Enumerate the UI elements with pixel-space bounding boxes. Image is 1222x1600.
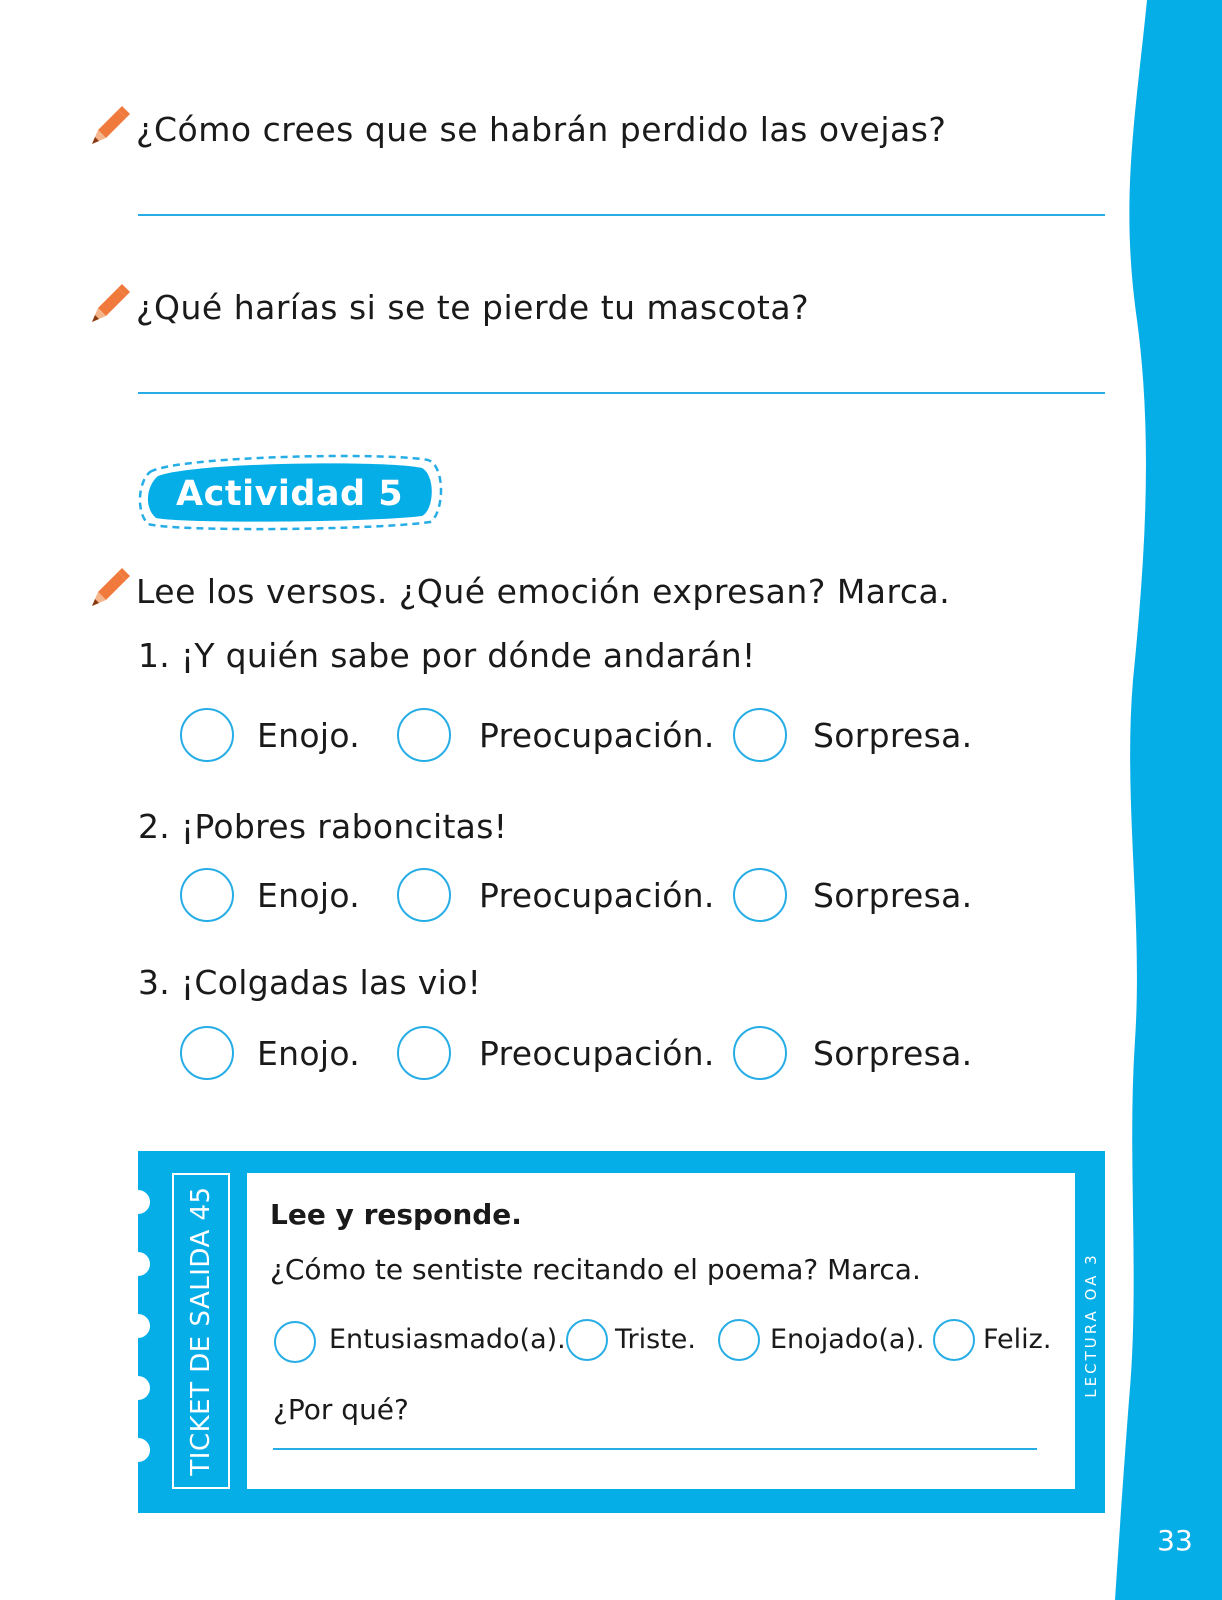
pencil-icon xyxy=(88,566,132,610)
ticket-option-radio[interactable] xyxy=(274,1321,316,1363)
ticket-tab-label: TICKET DE SALIDA 45 xyxy=(186,1186,216,1476)
ticket-option-radio[interactable] xyxy=(718,1319,760,1361)
answer-line-1[interactable] xyxy=(138,214,1105,216)
option-label: Preocupación. xyxy=(479,1034,715,1073)
verse-item-2: 2. ¡Pobres raboncitas! xyxy=(138,807,508,846)
ticket-notch xyxy=(126,1376,150,1400)
option-radio[interactable] xyxy=(397,1026,451,1080)
option-label: Sorpresa. xyxy=(813,716,973,755)
activity-instruction: Lee los versos. ¿Qué emoción expresan? Marca. xyxy=(136,572,951,611)
option-label: Sorpresa. xyxy=(813,876,973,915)
option-label: Preocupación. xyxy=(479,876,715,915)
ticket-notch xyxy=(126,1190,150,1214)
option-label: Enojo. xyxy=(257,1034,361,1073)
ticket-notch xyxy=(126,1252,150,1276)
ticket-answer-line[interactable] xyxy=(273,1448,1037,1450)
question-2-text: ¿Qué harías si se te pierde tu mascota? xyxy=(136,288,810,327)
ticket-why-label: ¿Por qué? xyxy=(273,1393,409,1426)
ticket-notch xyxy=(126,1438,150,1462)
option-label: Enojo. xyxy=(257,876,361,915)
ticket-option-label: Feliz. xyxy=(983,1324,1052,1355)
option-radio[interactable] xyxy=(180,708,234,762)
ticket-option-label: Entusiasmado(a). xyxy=(329,1324,566,1355)
ticket-option-label: Enojado(a). xyxy=(770,1324,925,1355)
page-number: 33 xyxy=(1157,1524,1193,1557)
verse-item-1: 1. ¡Y quién sabe por dónde andarán! xyxy=(138,636,756,675)
lectura-label: LECTURA OA 3 xyxy=(1082,1252,1100,1398)
pencil-icon xyxy=(88,282,132,326)
option-label: Sorpresa. xyxy=(813,1034,973,1073)
option-radio[interactable] xyxy=(733,708,787,762)
ticket-option-radio[interactable] xyxy=(933,1319,975,1361)
question-1-text: ¿Cómo crees que se habrán perdido las ovejas? xyxy=(136,110,947,149)
option-label: Preocupación. xyxy=(479,716,715,755)
pencil-icon xyxy=(88,104,132,148)
answer-line-2[interactable] xyxy=(138,392,1105,394)
side-band xyxy=(1115,0,1222,1600)
option-radio[interactable] xyxy=(397,868,451,922)
option-radio[interactable] xyxy=(180,868,234,922)
ticket-question: ¿Cómo te sentiste recitando el poema? Marca. xyxy=(270,1253,921,1286)
ticket-title: Lee y responde. xyxy=(270,1198,522,1231)
option-radio[interactable] xyxy=(733,1026,787,1080)
option-radio[interactable] xyxy=(397,708,451,762)
ticket-option-radio[interactable] xyxy=(566,1319,608,1361)
ticket-notch xyxy=(126,1314,150,1338)
activity-label: Actividad 5 xyxy=(176,474,404,514)
ticket-option-label: Triste. xyxy=(615,1324,696,1355)
option-label: Enojo. xyxy=(257,716,361,755)
option-radio[interactable] xyxy=(180,1026,234,1080)
verse-item-3: 3. ¡Colgadas las vio! xyxy=(138,963,482,1002)
option-radio[interactable] xyxy=(733,868,787,922)
